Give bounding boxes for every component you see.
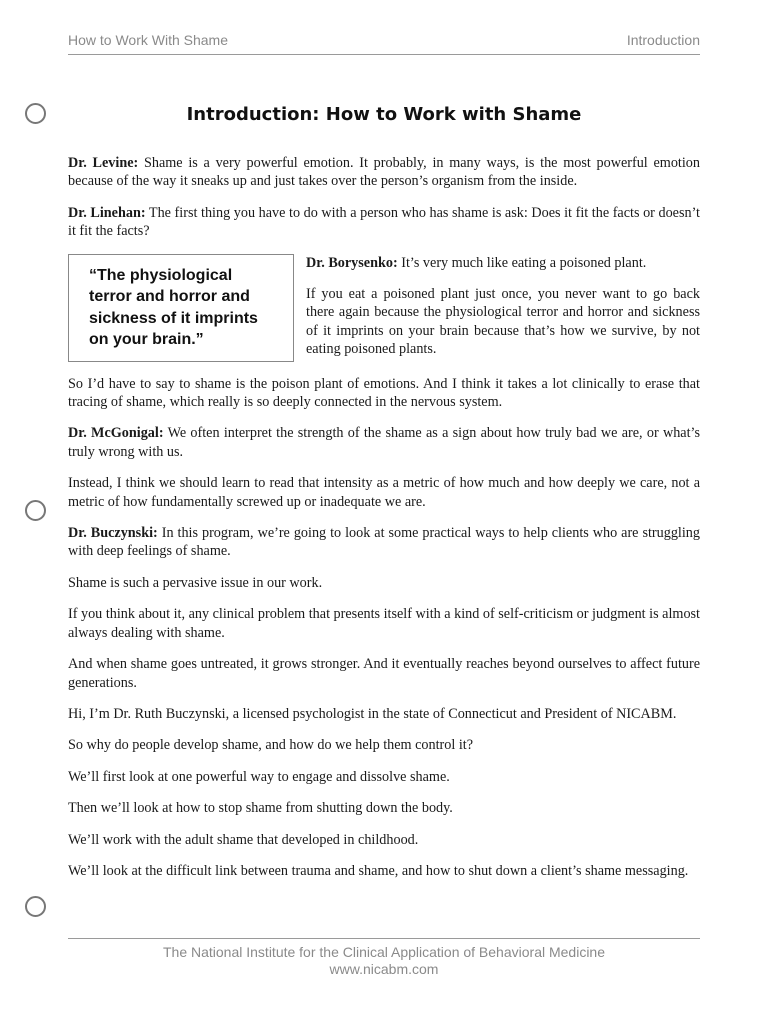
paragraph-then: Then we’ll look at how to stop shame from shutting down the body.: [68, 800, 453, 817]
quote-row: [68, 254, 700, 362]
paragraph-why: So why do people develop shame, and how do we help them control it?: [68, 737, 474, 754]
paragraph-clinical-problem: If you think about it, any clinical problem that presents itself with a kind of self-criticism or judgment is almost always dealing with shame.: [68, 606, 701, 641]
paragraph-text: Shame is a very powerful emotion. It probably, in many ways, is the most powerful emotion because of the way it sneaks up and just takes over the person’s organism from the inside.: [68, 155, 700, 190]
pull-quote-text: “The physiological terror and horror and sickness of it imprints on your brain.”: [89, 266, 258, 349]
speaker-name: Dr. Buczynski:: [68, 525, 158, 542]
binder-hole-icon: [25, 103, 46, 124]
page-title: Introduction: How to Work with Shame: [186, 104, 582, 125]
paragraph-text: The first thing you have to do with a person who has shame is ask: Does it fit the facts or doesn’t it fit the facts?: [68, 204, 700, 240]
paragraph-untreated: And when shame goes untreated, it grows stronger. And it eventually reaches beyond ourselves to affect future generations.: [68, 656, 700, 691]
quote-side-text: [306, 254, 700, 362]
transcript-body: [68, 154, 700, 893]
paragraph-mcgonigal: [68, 424, 700, 461]
paragraph-adult: We’ll work with the adult shame that developed in childhood.: [68, 831, 419, 848]
paragraph-first: We’ll first look at one powerful way to engage and dissolve shame.: [68, 768, 450, 785]
binder-hole-icon: [25, 896, 46, 917]
paragraph-levine: [68, 154, 700, 191]
page-header: [68, 30, 700, 55]
paragraph-borysenko: [306, 254, 700, 272]
header-document-title: How to Work With Shame: [68, 32, 229, 48]
paragraph-text: We often interpret the strength of the shame as a sign about how truly bad we are, or what’s truly wrong with us.: [68, 425, 700, 460]
paragraph-poison-plant-emotions: So I’d have to say to shame is the poison plant of emotions. And I think it takes a lot clinically to erase that tracing of shame, which really is so deeply connected in the nervous system.: [68, 375, 700, 411]
speaker-name: Dr. Linehan:: [68, 204, 146, 221]
binder-hole-icon: [25, 500, 46, 521]
footer-url: www.nicabm.com: [329, 961, 439, 977]
speaker-name: Dr. McGonigal:: [68, 425, 164, 442]
speaker-name: Dr. Levine:: [68, 155, 139, 171]
page-footer: [68, 944, 700, 978]
paragraph-text: It’s very much like eating a poisoned plant.: [397, 254, 647, 271]
footer-divider: [68, 938, 700, 939]
header-section-title: Introduction: [626, 32, 700, 48]
speaker-name: Dr. Borysenko:: [306, 254, 398, 271]
footer-organization: The National Institute for the Clinical Application of Behavioral Medicine: [162, 944, 606, 960]
paragraph-intro-self: Hi, I’m Dr. Ruth Buczynski, a licensed psychologist in the state of Connecticut and President of NICABM.: [68, 705, 677, 722]
paragraph-buczynski: [68, 524, 700, 561]
pull-quote-box: [68, 254, 294, 362]
paragraph-pervasive: Shame is such a pervasive issue in our work.: [68, 574, 323, 591]
paragraph-text: In this program, we’re going to look at some practical ways to help clients who are struggling with deep feelings of shame.: [68, 525, 700, 560]
paragraph-linehan: [68, 204, 700, 241]
paragraph-trauma: We’ll look at the difficult link between trauma and shame, and how to shut down a client’s shame messaging.: [68, 862, 689, 879]
paragraph-intensity: Instead, I think we should learn to read that intensity as a metric of how much and how deeply we care, not a metric of how fundamentally screwed up or inadequate we are.: [68, 475, 700, 510]
paragraph-poisoned-plant: If you eat a poisoned plant just once, you never want to go back there again because the physiological terror and horror and sickness of it imprints on your brain because that’s how we survive, by not eating poisoned plants.: [306, 286, 700, 358]
